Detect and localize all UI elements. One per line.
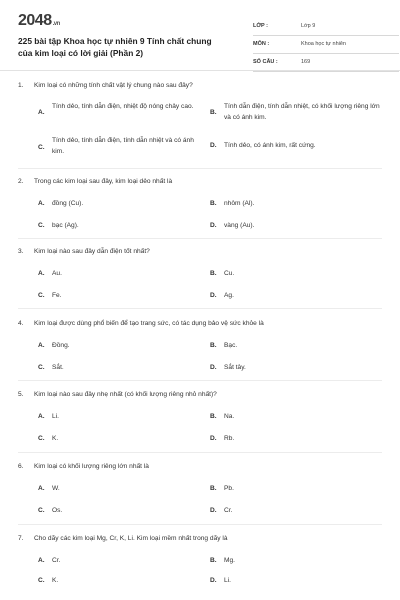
header-divider <box>0 70 400 71</box>
meta-row-class <box>253 20 399 36</box>
header <box>18 12 382 72</box>
separator <box>18 524 382 525</box>
meta-label: LỚP : <box>253 23 268 29</box>
meta-label: MÔN : <box>253 41 270 47</box>
separator <box>18 380 382 381</box>
question-text: 6. Kim loại có khối lượng riêng lớn nhất là <box>18 463 149 470</box>
question-6: 6. Kim loại có khối lượng riêng lớn nhất là A. W. B. Pb. C. Os. D. Cr. <box>18 463 234 514</box>
document-title: 225 bài tập Khoa học tự nhiên 9 Tính chất chung của kim loại có lời giải (Phần 2) <box>18 36 212 58</box>
separator <box>18 168 382 169</box>
meta-row-subject <box>253 38 399 54</box>
question-text: 3. Kim loại nào sau đây dẫn điện tốt nhất? <box>18 248 150 255</box>
meta-label: SỐ CÂU : <box>253 59 278 65</box>
question-5: 5. Kim loại nào sau đây nhẹ nhất (có khối lượng riêng nhỏ nhất)? A. Li. B. Na. C. K. D. Rb. <box>18 391 235 442</box>
site-logo[interactable] <box>18 12 60 30</box>
meta-value: 169 <box>301 59 311 65</box>
question-4: 4. Kim loại được dùng phổ biến để tạo trang sức, có tác dụng bảo vệ sức khỏe là A. Đồng. B. Bạc. C. Sắt. D. Sắt tây. <box>18 320 264 371</box>
question-3: 3. Kim loại nào sau đây dẫn điện tốt nhất? A. Au. B. Cu. C. Fe. D. Ag. <box>18 248 235 299</box>
question-7: 7. Cho dãy các kim loại Mg, Cr, K, Li. Kim loại mềm nhất trong dãy là A. Cr. B. Mg. C. K. D. Li. <box>18 535 235 584</box>
question-text: 2. Trong các kim loại sau đây, kim loại dẻo nhất là <box>18 178 173 185</box>
question-2: 2. Trong các kim loại sau đây, kim loại dẻo nhất là A. đồng (Cu). B. nhôm (Al). C. bạc (Ag). D. vàng (Au). <box>18 178 255 229</box>
meta-info <box>253 20 399 74</box>
separator <box>18 308 382 309</box>
question-1: 1. Kim loại có những tính chất vật lý chung nào sau đây? A. Tính dẻo, tính dẫn điện, nhiệt độ nóng chảy cao. B. Tính dẫn điện, tính dẫn nhiệt, có khối lượng riêng lớn và có ánh kim. C. Tính dẻo, tính dẫn điện, tính dẫn nhiệt và có ánh kim. D. Tính dẻo, có ánh kim, rất cứng. <box>18 82 380 155</box>
question-text: 5. Kim loại nào sau đây nhẹ nhất (có khối lượng riêng nhỏ nhất)? <box>18 391 217 398</box>
question-text: 4. Kim loại được dùng phổ biến để tạo trang sức, có tác dụng bảo vệ sức khỏe là <box>18 320 264 327</box>
logo-suffix: .vn <box>52 21 60 27</box>
separator <box>18 238 382 239</box>
meta-value: Lớp 9 <box>301 23 316 29</box>
separator <box>18 452 382 453</box>
meta-value: Khoa học tự nhiên <box>301 41 346 47</box>
question-text: 1. Kim loại có những tính chất vật lý chung nào sau đây? <box>18 82 193 89</box>
question-text: 7. Cho dãy các kim loại Mg, Cr, K, Li. Kim loại mềm nhất trong dãy là <box>18 535 228 542</box>
logo-main: 2048 <box>18 12 52 29</box>
